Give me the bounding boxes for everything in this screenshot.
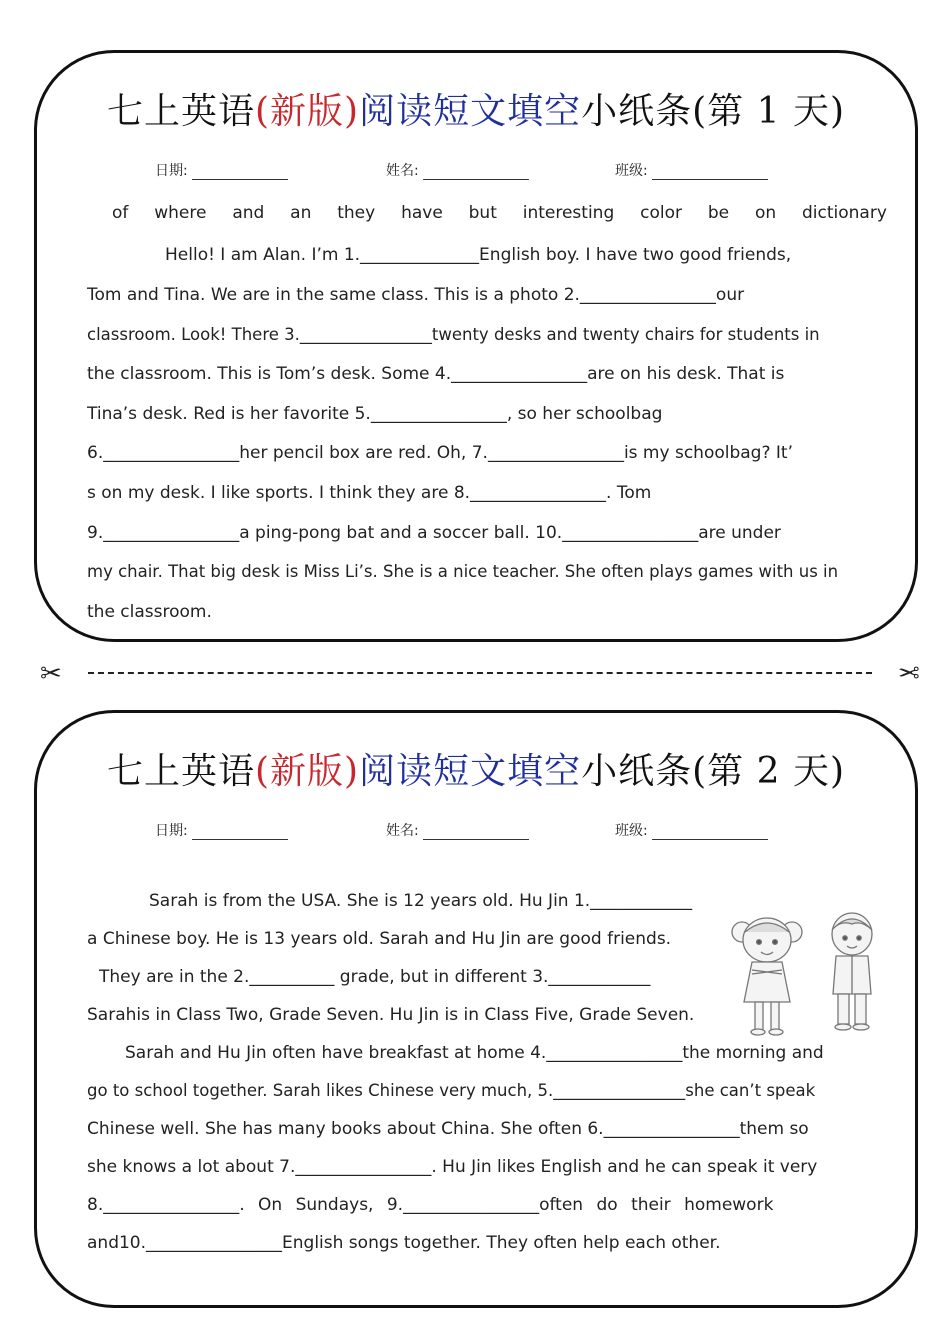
- word-bank-item: be: [707, 203, 730, 223]
- passage-line: Sarah and Hu Jin often have breakfast at home 4.________________the morning and: [125, 1043, 824, 1063]
- class-field[interactable]: [615, 820, 768, 840]
- word-bank-item: on: [754, 203, 777, 223]
- passage-line: my chair. That big desk is Miss Li’s. She is a nice teacher. She often plays games with us in: [87, 562, 839, 581]
- class-label: 班级:: [615, 163, 648, 179]
- passage-line: a Chinese boy. He is 13 years old. Sarah and Hu Jin are good friends.: [87, 929, 672, 949]
- title-part-edition: (新版): [255, 751, 360, 792]
- passage-line: s on my desk. I like sports. I think they are 8.________________. Tom: [87, 483, 652, 503]
- title-part-grade: 七上英语: [106, 751, 255, 792]
- title-part-day: 小纸条(第 1 天): [581, 91, 845, 132]
- boy-figure: [832, 913, 872, 1030]
- date-blank[interactable]: [192, 165, 288, 180]
- word-bank-item: have: [401, 203, 443, 223]
- word-bank-item: dictionary: [802, 203, 887, 223]
- passage-line: the classroom.: [87, 602, 212, 622]
- word-bank-item: of: [112, 203, 129, 223]
- passage-line: Tom and Tina. We are in the same class. This is a photo 2.________________our: [87, 285, 745, 305]
- date-field[interactable]: [155, 820, 288, 840]
- passage-line: and10.________________English songs together. They often help each other.: [87, 1233, 721, 1253]
- title-part-grade: 七上英语: [106, 91, 255, 132]
- passage-line: the classroom. This is Tom’s desk. Some 4.________________are on his desk. That is: [87, 364, 785, 384]
- title-part-topic: 阅读短文填空: [359, 751, 582, 792]
- passage-line: 8.________________. On Sundays, 9.________________often do their homework: [87, 1195, 774, 1215]
- cut-line: [40, 660, 920, 688]
- name-field[interactable]: [386, 160, 529, 180]
- passage-line: 9.________________a ping-pong bat and a soccer ball. 10.________________are under: [87, 523, 781, 543]
- name-blank[interactable]: [423, 165, 529, 180]
- passage-line: Tina’s desk. Red is her favorite 5.________________, so her schoolbag: [87, 404, 663, 424]
- name-label: 姓名:: [386, 163, 419, 179]
- word-bank-item: and: [232, 203, 265, 223]
- date-field[interactable]: [155, 160, 288, 180]
- word-bank: [112, 203, 887, 223]
- date-label: 日期:: [155, 163, 188, 179]
- date-blank[interactable]: [192, 825, 288, 840]
- dashed-divider: [88, 672, 872, 674]
- worksheet-card-day-1: [34, 50, 918, 642]
- title-part-topic: 阅读短文填空: [359, 91, 582, 132]
- scissors-icon: ✂: [40, 659, 62, 689]
- word-bank-item: color: [640, 203, 682, 223]
- class-label: 班级:: [615, 823, 648, 839]
- card-title: [37, 83, 915, 134]
- passage-line: Sarah is from the USA. She is 12 years old. Hu Jin 1.____________: [149, 891, 693, 911]
- passage-line: Hello! I am Alan. I’m 1.______________English boy. I have two good friends,: [165, 245, 792, 265]
- title-part-edition: (新版): [255, 91, 360, 132]
- passage-line: Sarahis in Class Two, Grade Seven. Hu Jin is in Class Five, Grade Seven.: [87, 1005, 695, 1025]
- name-label: 姓名:: [386, 823, 419, 839]
- passage-line: 6.________________her pencil box are red. Oh, 7.________________is my schoolbag? It’: [87, 443, 793, 463]
- scissors-icon: ✂: [898, 659, 920, 689]
- class-blank[interactable]: [652, 165, 768, 180]
- card-title: [37, 743, 915, 794]
- children-illustration: [728, 910, 896, 1040]
- name-field[interactable]: [386, 820, 529, 840]
- date-label: 日期:: [155, 823, 188, 839]
- passage-line: They are in the 2.__________ grade, but in different 3.____________: [99, 967, 651, 987]
- passage-line: Chinese well. She has many books about China. She often 6.________________them so: [87, 1119, 809, 1139]
- passage-line: she knows a lot about 7.________________. Hu Jin likes English and he can speak it very: [87, 1157, 818, 1177]
- passage-line: go to school together. Sarah likes Chinese very much, 5.________________she can’t speak: [87, 1081, 816, 1100]
- class-field[interactable]: [615, 160, 768, 180]
- word-bank-item: they: [337, 203, 376, 223]
- word-bank-item: interesting: [522, 203, 615, 223]
- passage-line: classroom. Look! There 3.________________twenty desks and twenty chairs for students in: [87, 325, 820, 344]
- word-bank-item: an: [290, 203, 312, 223]
- word-bank-item: where: [154, 203, 207, 223]
- name-blank[interactable]: [423, 825, 529, 840]
- word-bank-item: but: [468, 203, 497, 223]
- girl-figure: [732, 918, 802, 1035]
- class-blank[interactable]: [652, 825, 768, 840]
- title-part-day: 小纸条(第 2 天): [581, 751, 845, 792]
